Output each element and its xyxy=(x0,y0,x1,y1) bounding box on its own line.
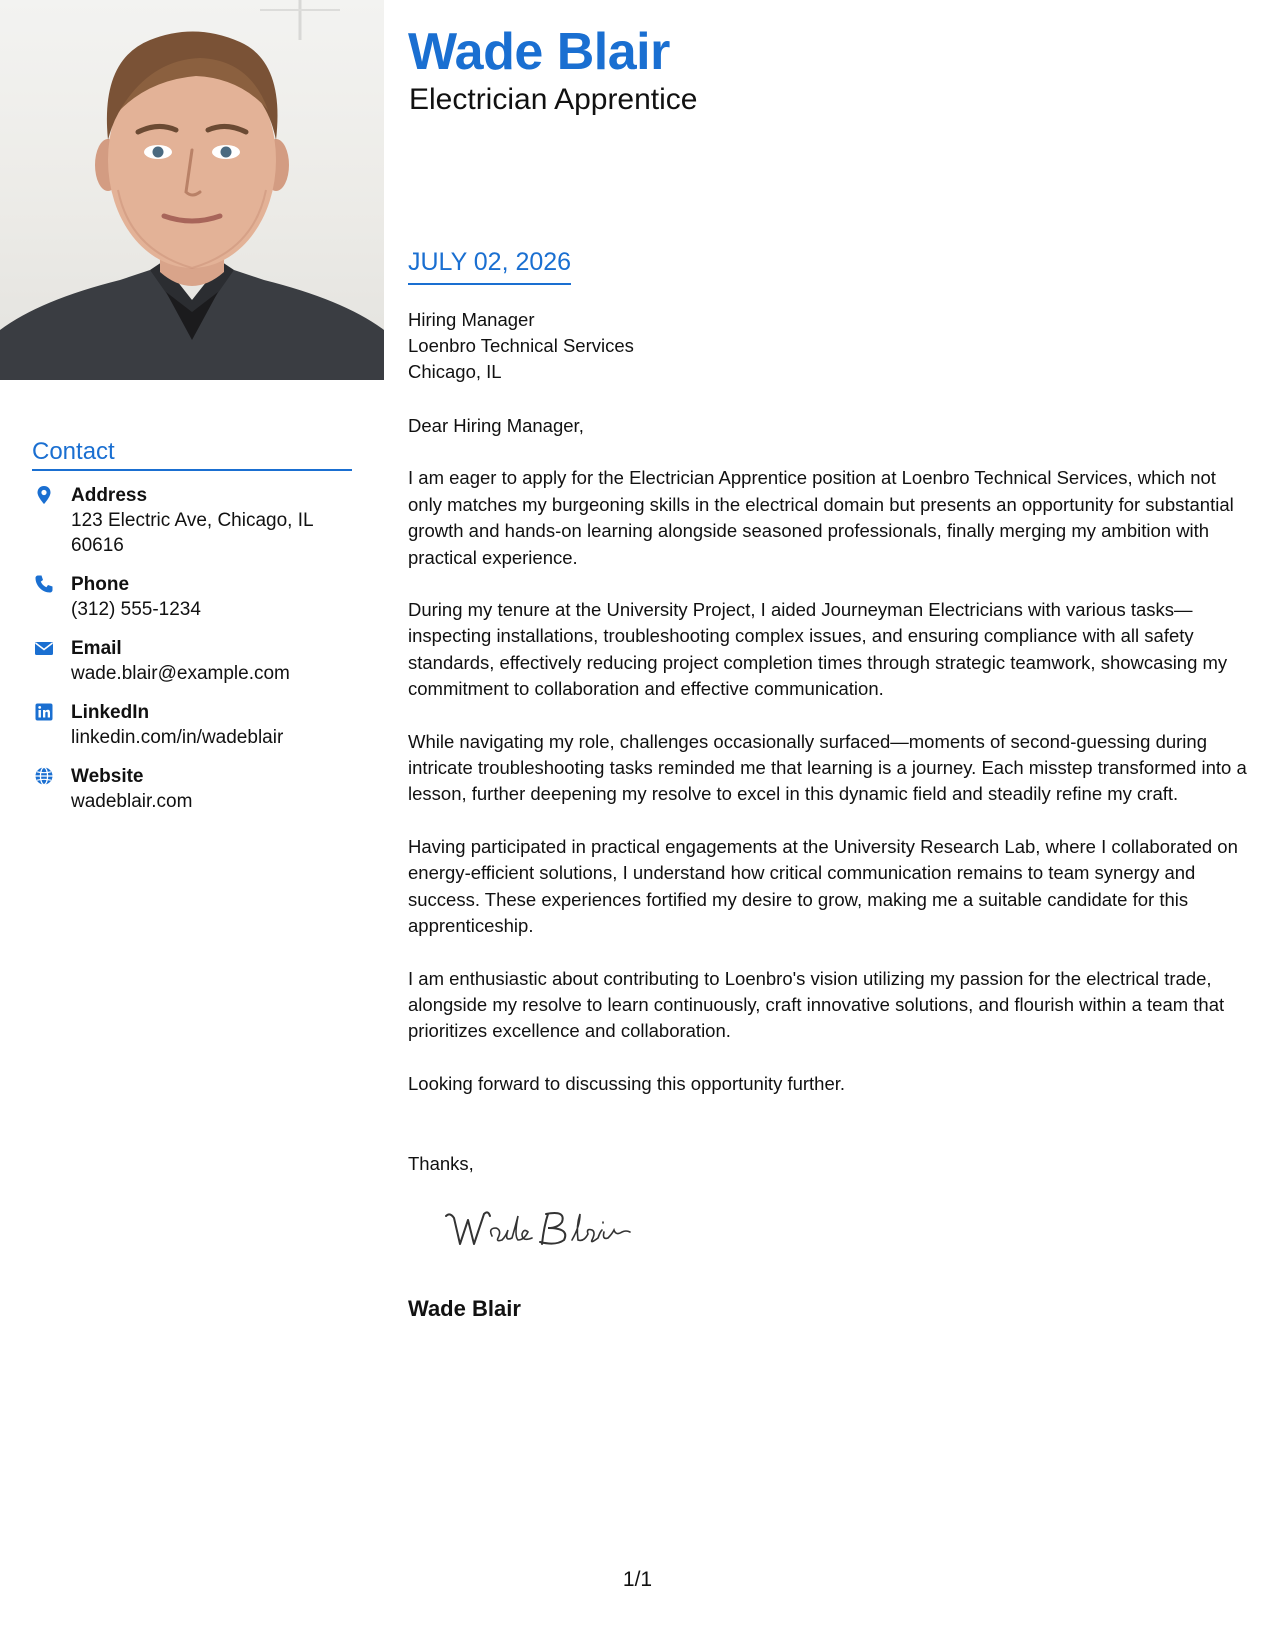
contact-section xyxy=(32,438,352,828)
phone-icon xyxy=(34,574,54,594)
handwritten-signature xyxy=(440,1206,640,1254)
letter-paragraph: I am enthusiastic about contributing to Loenbro's vision utilizing my passion for the electrical trade, alongside my resolve to learn continuously, craft innovative solutions, and flourish within a team that prioritizes excellence and collaboration. xyxy=(408,967,1225,1042)
contact-linkedin xyxy=(32,700,352,750)
location-pin-icon xyxy=(34,485,54,505)
page-number: 1/1 xyxy=(622,1568,653,1591)
contact-email xyxy=(32,636,352,686)
portrait-illustration xyxy=(0,0,384,380)
recipient-line: Loenbro Technical Services xyxy=(408,335,634,356)
phone-label: Phone xyxy=(71,574,130,595)
letter-paragraph: I am eager to apply for the Electrician Apprentice position at Loenbro Technical Services, which not only matches my burgeoning skills in the electrical domain but presents an opportunity for substantial growth and hands-on learning alongside seasoned professionals, finally merging my ambition with practical experience. xyxy=(408,467,1234,568)
envelope-icon xyxy=(34,638,54,658)
recipient-line: Chicago, IL xyxy=(408,361,502,382)
linkedin-label: LinkedIn xyxy=(71,702,150,723)
globe-icon xyxy=(34,766,54,786)
address-label: Address xyxy=(71,485,148,506)
salutation: Dear Hiring Manager, xyxy=(408,415,584,436)
sidebar xyxy=(0,0,384,1650)
linkedin-icon xyxy=(34,702,54,722)
phone-value: (312) 555-1234 xyxy=(71,599,201,620)
contact-phone xyxy=(32,572,352,622)
linkedin-value: linkedin.com/in/wadeblair xyxy=(71,727,284,748)
profile-photo xyxy=(0,0,384,380)
recipient-line: Hiring Manager xyxy=(408,309,535,330)
closing-line: Looking forward to discussing this opportunity further. xyxy=(408,1072,846,1094)
website-label: Website xyxy=(71,766,144,787)
address-value: 123 Electric Ave, Chicago, IL 60616 xyxy=(71,510,313,556)
contact-heading: Contact xyxy=(32,438,352,471)
contact-address xyxy=(32,483,352,558)
recipient-block xyxy=(408,307,634,385)
signed-name: Wade Blair xyxy=(408,1296,521,1321)
signature-image xyxy=(440,1206,640,1254)
email-label: Email xyxy=(71,638,122,659)
contact-website xyxy=(32,764,352,814)
letter-paragraph: During my tenure at the University Project, I aided Journeyman Electricians with various tasks—inspecting installations, troubleshooting complex issues, and ensuring compliance with all safety standards, effectively reducing project completion times through strategic teamwork, showcasing my commitment to collaboration and effective communication. xyxy=(408,599,1228,700)
applicant-title: Electrician Apprentice xyxy=(409,83,698,116)
email-value: wade.blair@example.com xyxy=(71,663,290,684)
website-value: wadeblair.com xyxy=(71,791,193,812)
letter-paragraph: While navigating my role, challenges occasionally surfaced—moments of second-guessing during intricate troubleshooting tasks reminded me that learning is a journey. Each misstep transformed into a lesson, further deepening my resolve to excel in this dynamic field and steadily refine my craft. xyxy=(408,730,1247,805)
signoff: Thanks, xyxy=(408,1153,474,1175)
letter-date: JULY 02, 2026 xyxy=(408,248,571,285)
letter-body xyxy=(408,413,1253,1204)
letter-paragraph: Having participated in practical engagements at the University Research Lab, where I collaborated on energy-efficient solutions, I understand how critical communication remains to team synergy and success. These experiences fortified my desire to grow, making me a suitable candidate for this apprenticeship. xyxy=(408,835,1238,937)
applicant-name: Wade Blair xyxy=(408,23,670,81)
